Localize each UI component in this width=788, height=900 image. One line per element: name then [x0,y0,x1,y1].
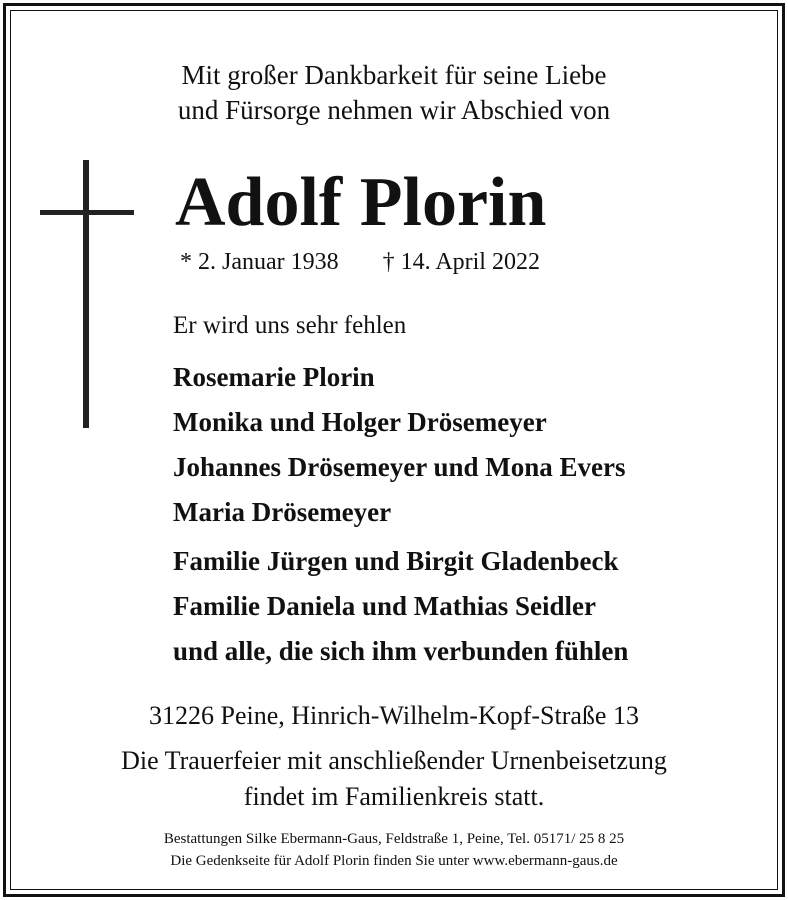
cross-vertical-beam [83,160,89,428]
funeral-line-2: findet im Familienkreis statt. [243,782,545,811]
mourner-item: Maria Drösemeyer [173,497,392,527]
intro-line-1: Mit großer Dankbarkeit für seine Liebe [181,60,607,90]
mourners-list [173,360,628,679]
mourner-item: Familie Daniela und Mathias Seidler [173,591,597,621]
missing-text: Er wird uns sehr fehlen [173,312,407,339]
cross-horizontal-beam [40,210,134,215]
funeral-notice [0,743,788,815]
death-date: † 14. April 2022 [382,249,540,275]
mourner-item: Monika und Holger Drösemeyer [173,407,547,437]
life-dates [180,246,540,278]
intro-text [0,58,788,128]
footer-line-1: Bestattungen Silke Ebermann-Gaus, Feldstraße 1, Peine, Tel. 05171/ 25 8 25 [163,831,625,847]
latin-cross-icon [40,160,134,428]
funeral-line-1: Die Trauerfeier mit anschließender Urnenbeisetzung [121,746,667,775]
mourner-item: Rosemarie Plorin [173,362,375,392]
footer-line-2: Die Gedenkseite für Adolf Plorin finden Sie unter www.ebermann-gaus.de [170,853,618,869]
undertaker-footer [0,828,788,872]
address-line: 31226 Peine, Hinrich-Wilhelm-Kopf-Straße 13 [149,701,639,730]
mourner-item: Johannes Drösemeyer und Mona Evers [173,452,626,482]
mourner-item: Familie Jürgen und Birgit Gladenbeck [173,546,619,576]
intro-line-2: und Fürsorge nehmen wir Abschied von [177,95,611,125]
birth-date: * 2. Januar 1938 [180,249,339,275]
mourner-item: und alle, die sich ihm verbunden fühlen [173,636,629,666]
deceased-name: Adolf Plorin [175,164,547,241]
